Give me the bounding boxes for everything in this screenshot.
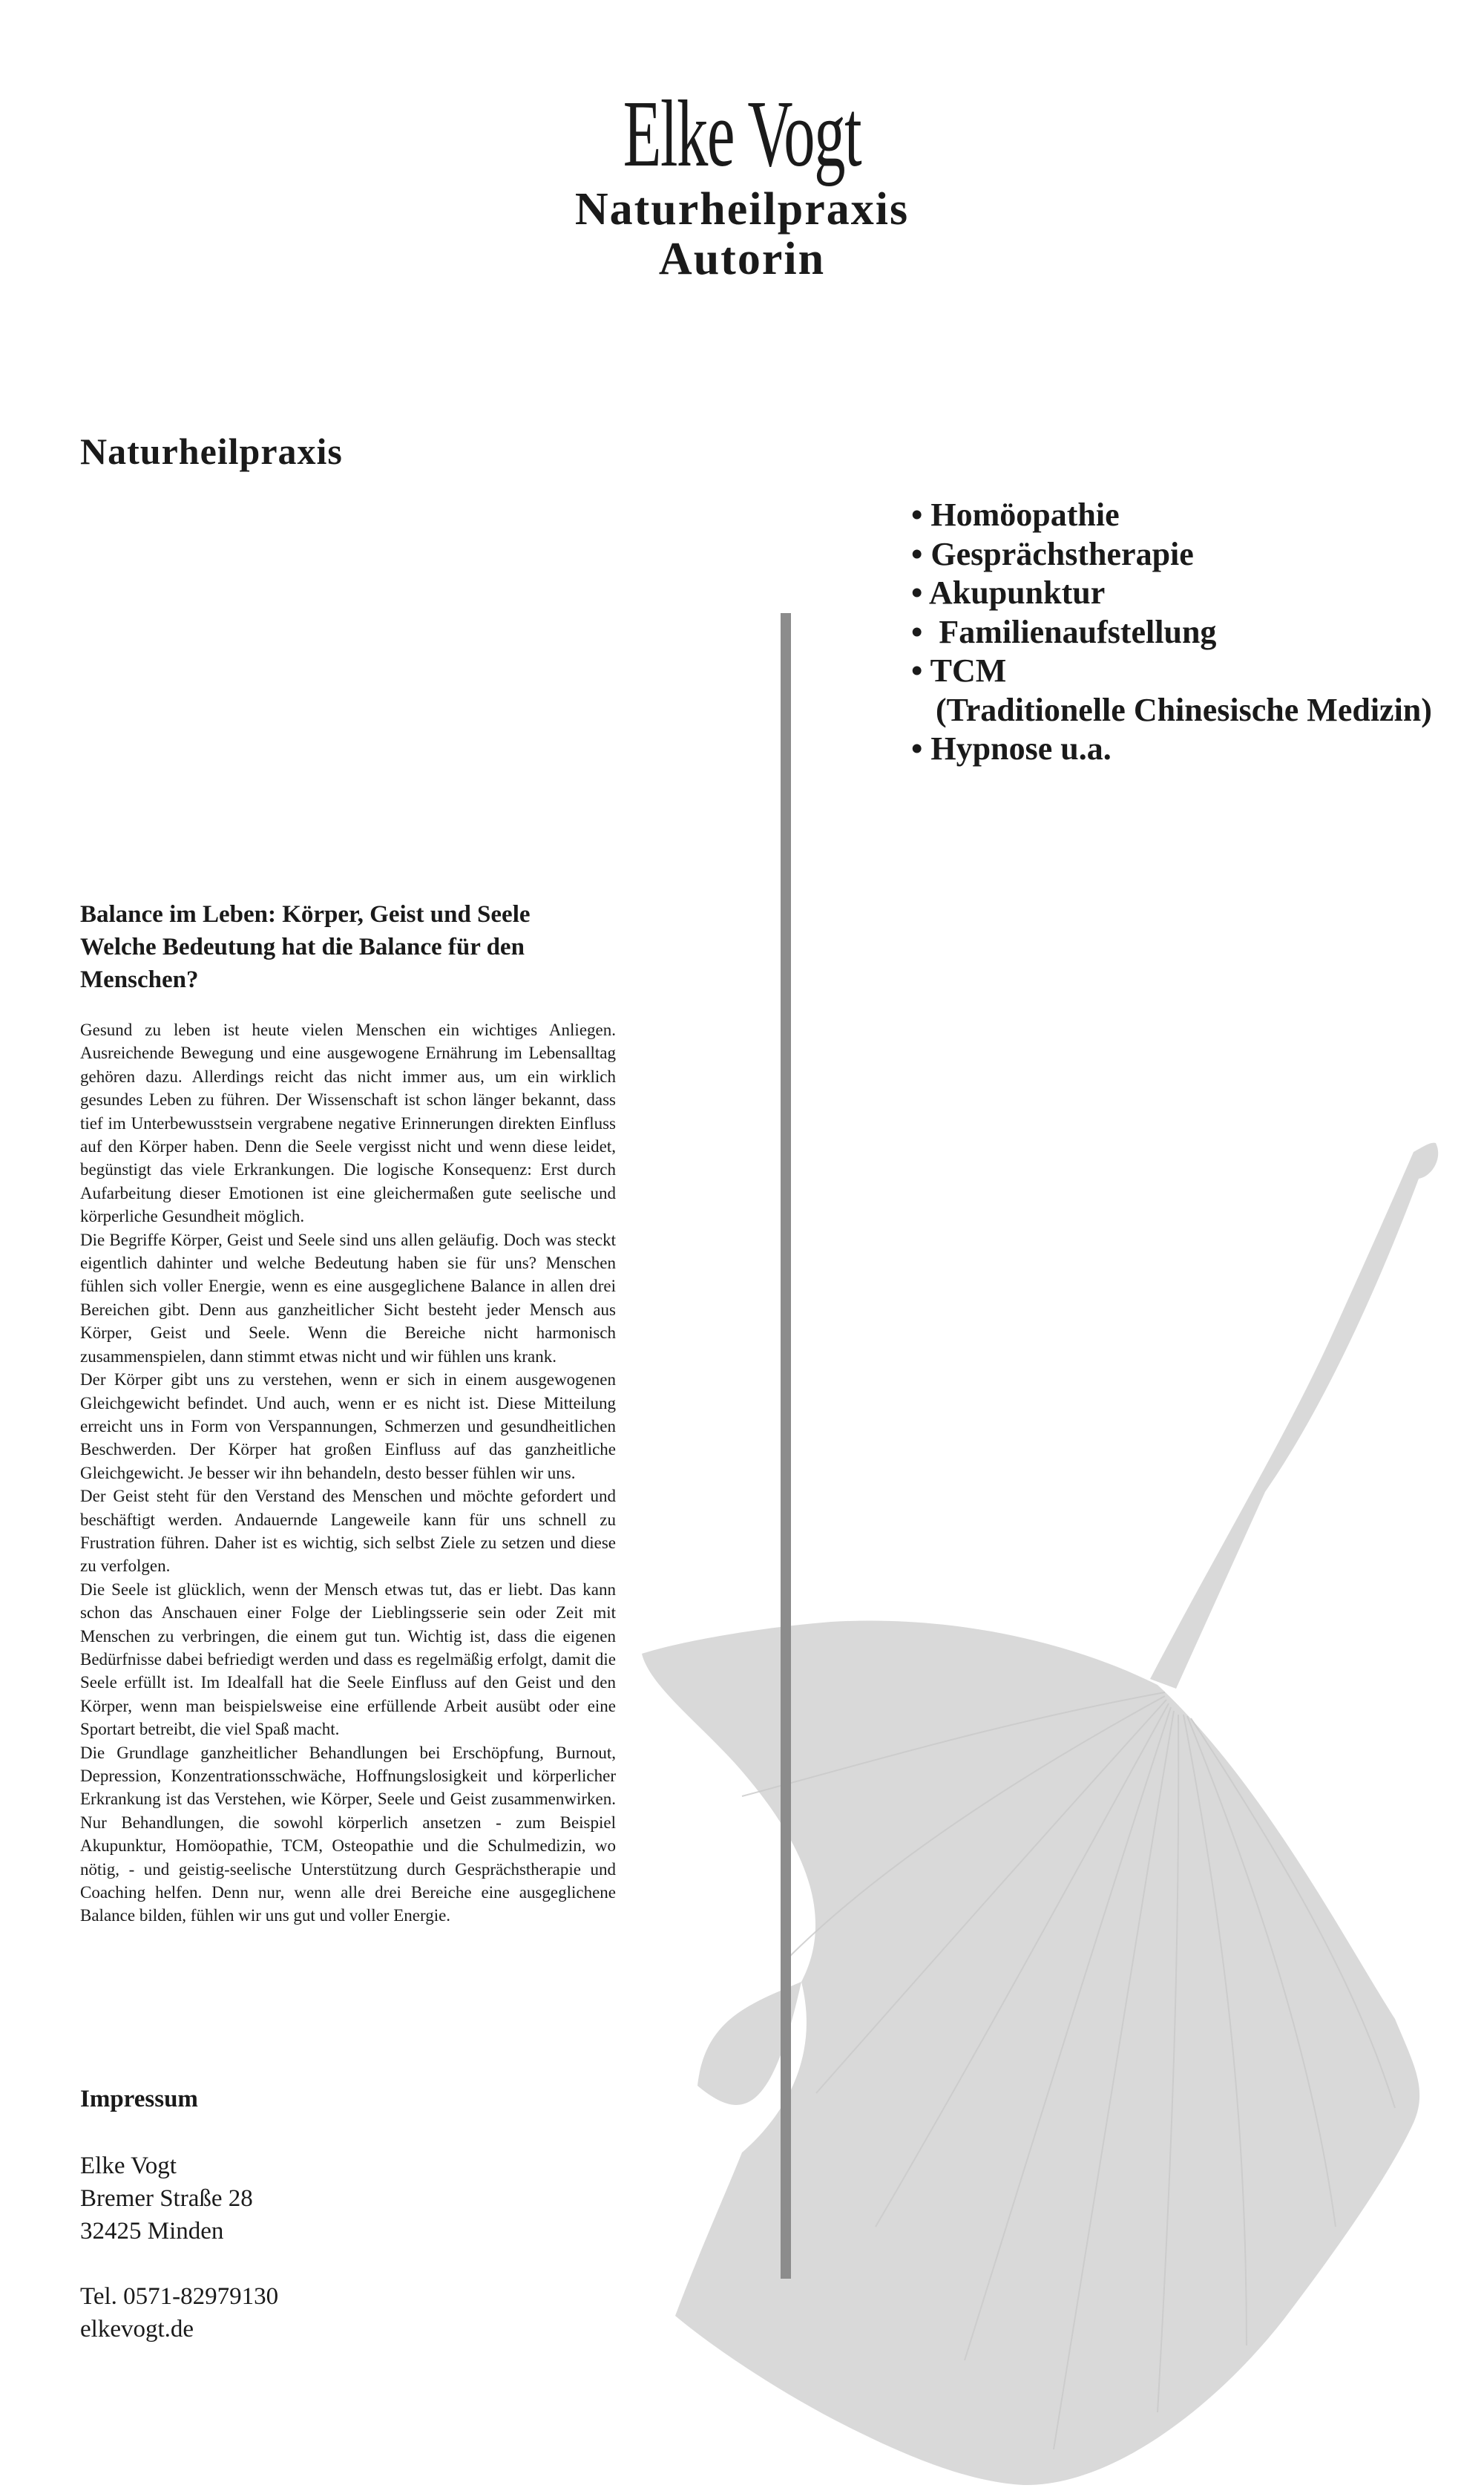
article-body bbox=[80, 1018, 616, 1928]
services-list bbox=[911, 496, 1475, 769]
impressum-name: Elke Vogt bbox=[80, 2153, 177, 2179]
vertical-divider bbox=[781, 613, 791, 2279]
impressum-phone: Tel. 0571-82979130 bbox=[80, 2283, 279, 2310]
service-item-gespraechstherapie: • Gesprächstherapie bbox=[911, 535, 1194, 572]
impressum-website-link[interactable]: elkevogt.de bbox=[80, 2316, 194, 2343]
service-item-familienaufstellung: • Familienaufstellung bbox=[911, 613, 1217, 650]
article-heading bbox=[80, 898, 600, 996]
service-item-homoeopathie: • Homöopathie bbox=[911, 497, 1120, 533]
service-item-akupunktur: • Akupunktur bbox=[911, 574, 1106, 611]
service-item-tcm-explanation: (Traditionelle Chinesische Medizin) bbox=[911, 691, 1432, 728]
article-paragraph: Die Begriffe Körper, Geist und Seele sind uns allen geläufig. Doch was steckt eigentlich dahinter und welche Bedeutung haben sie für uns? Menschen fühlen sich voller Energie, wenn es eine ausgeglichene Balance in allen drei Bereichen gibt. Denn aus ganzheitlicher Sicht besteht jeder Mensch aus Körper, Geist und Seele. Wenn die Bereiche nicht harmonisch zusammenspielen, dann stimmt etwas nicht und wir fühlen uns krank. bbox=[80, 1230, 616, 1366]
impressum-title: Impressum bbox=[80, 2086, 198, 2112]
brand-name: Elke Vogt bbox=[623, 81, 861, 186]
article-heading-line2: Welche Bedeutung hat die Balance für den Menschen? bbox=[80, 934, 525, 993]
impressum-city: 32425 Minden bbox=[80, 2218, 224, 2245]
impressum-street: Bremer Straße 28 bbox=[80, 2185, 253, 2212]
article-paragraph: Die Seele ist glücklich, wenn der Mensch etwas tut, das er liebt. Das kann schon das Anschauen einer Folge der Lieblingsserie sein oder Zeit mit Menschen zu verbringen, die einem gut tun. Wichtig ist, dass die eigenen Bedürfnisse dabei befriedigt werden und dass es regelmäßig erfolgt, damit die Seele erfüllt ist. Im Idealfall hat die Seele Einfluss auf den Geist und den Körper, wenn man beispielsweise eine erfüllende Arbeit ausübt oder eine Sportart betreibt, die viel Spaß macht. bbox=[80, 1579, 616, 1739]
article-paragraph: Der Geist steht für den Verstand des Menschen und möchte gefordert und beschäftigt werden. Andauernde Langeweile kann für uns schnell zu Frustration führen. Daher ist es wichtig, sich selbst Ziele zu setzen und diese zu verfolgen. bbox=[80, 1487, 616, 1576]
brand-subtitle-author: Autorin bbox=[658, 234, 826, 284]
article-heading-line1: Balance im Leben: Körper, Geist und Seele bbox=[80, 901, 531, 928]
article-paragraph: Die Grundlage ganzheitlicher Behandlungen bei Erschöpfung, Burnout, Depression, Konzentrationsschwäche, Hoffnungslosigkeit und körperlicher Erkrankung ist das Verstehen, wie Körper, Seele und Geist zusammenwirken. Nur Behandlungen, die sowohl körperlich ansetzen - zum Beispiel Akupunktur, Homöopathie, TCM, Osteopathie und die Schulmedizin, wo nötig, - und geistig-seelische Unterstützung durch Gesprächstherapie und Coaching helfen. Denn nur, wenn alle drei Bereiche eine ausgeglichene Balance bilden, fühlen wir uns gut und voller Energie. bbox=[80, 1743, 616, 1925]
article-paragraph: Der Körper gibt uns zu verstehen, wenn er sich in einem ausgewogenen Gleichgewicht befindet. Und auch, wenn er es nicht ist. Diese Mitteilung erreicht uns in Form von Verspannungen, Schmerzen und gesundheitlichen Beschwerden. Der Körper hat großen Einfluss auf das ganzheitliche Gleichgewicht. Je besser wir ihn behandeln, desto besser fühlen wir uns. bbox=[80, 1370, 616, 1482]
section-title: Naturheilpraxis bbox=[80, 431, 343, 472]
brand-subtitle-practice: Naturheilpraxis bbox=[574, 184, 910, 235]
article-paragraph: Gesund zu leben ist heute vielen Menschen ein wichtiges Anliegen. Ausreichende Bewegung und eine ausgewogene Ernährung im Lebensalltag gehören dazu. Allerdings reicht das nicht immer aus, um ein wirklich gesundes Leben zu führen. Der Wissenschaft ist schon länger bekannt, dass tief im Unterbewusstsein vergrabene negative Erinnerungen direkten Einfluss auf den Körper haben. Denn die Seele vergisst nicht und wenn diese leidet, begünstigt das viele Erkrankungen. Die logische Konsequenz: Erst durch Aufarbeitung dieser Emotionen ist eine gleichermaßen gute seelische und körperliche Gesundheit möglich. bbox=[80, 1021, 616, 1226]
service-item-tcm: • TCM bbox=[911, 652, 1007, 689]
service-item-hypnose: • Hypnose u.a. bbox=[911, 730, 1112, 767]
